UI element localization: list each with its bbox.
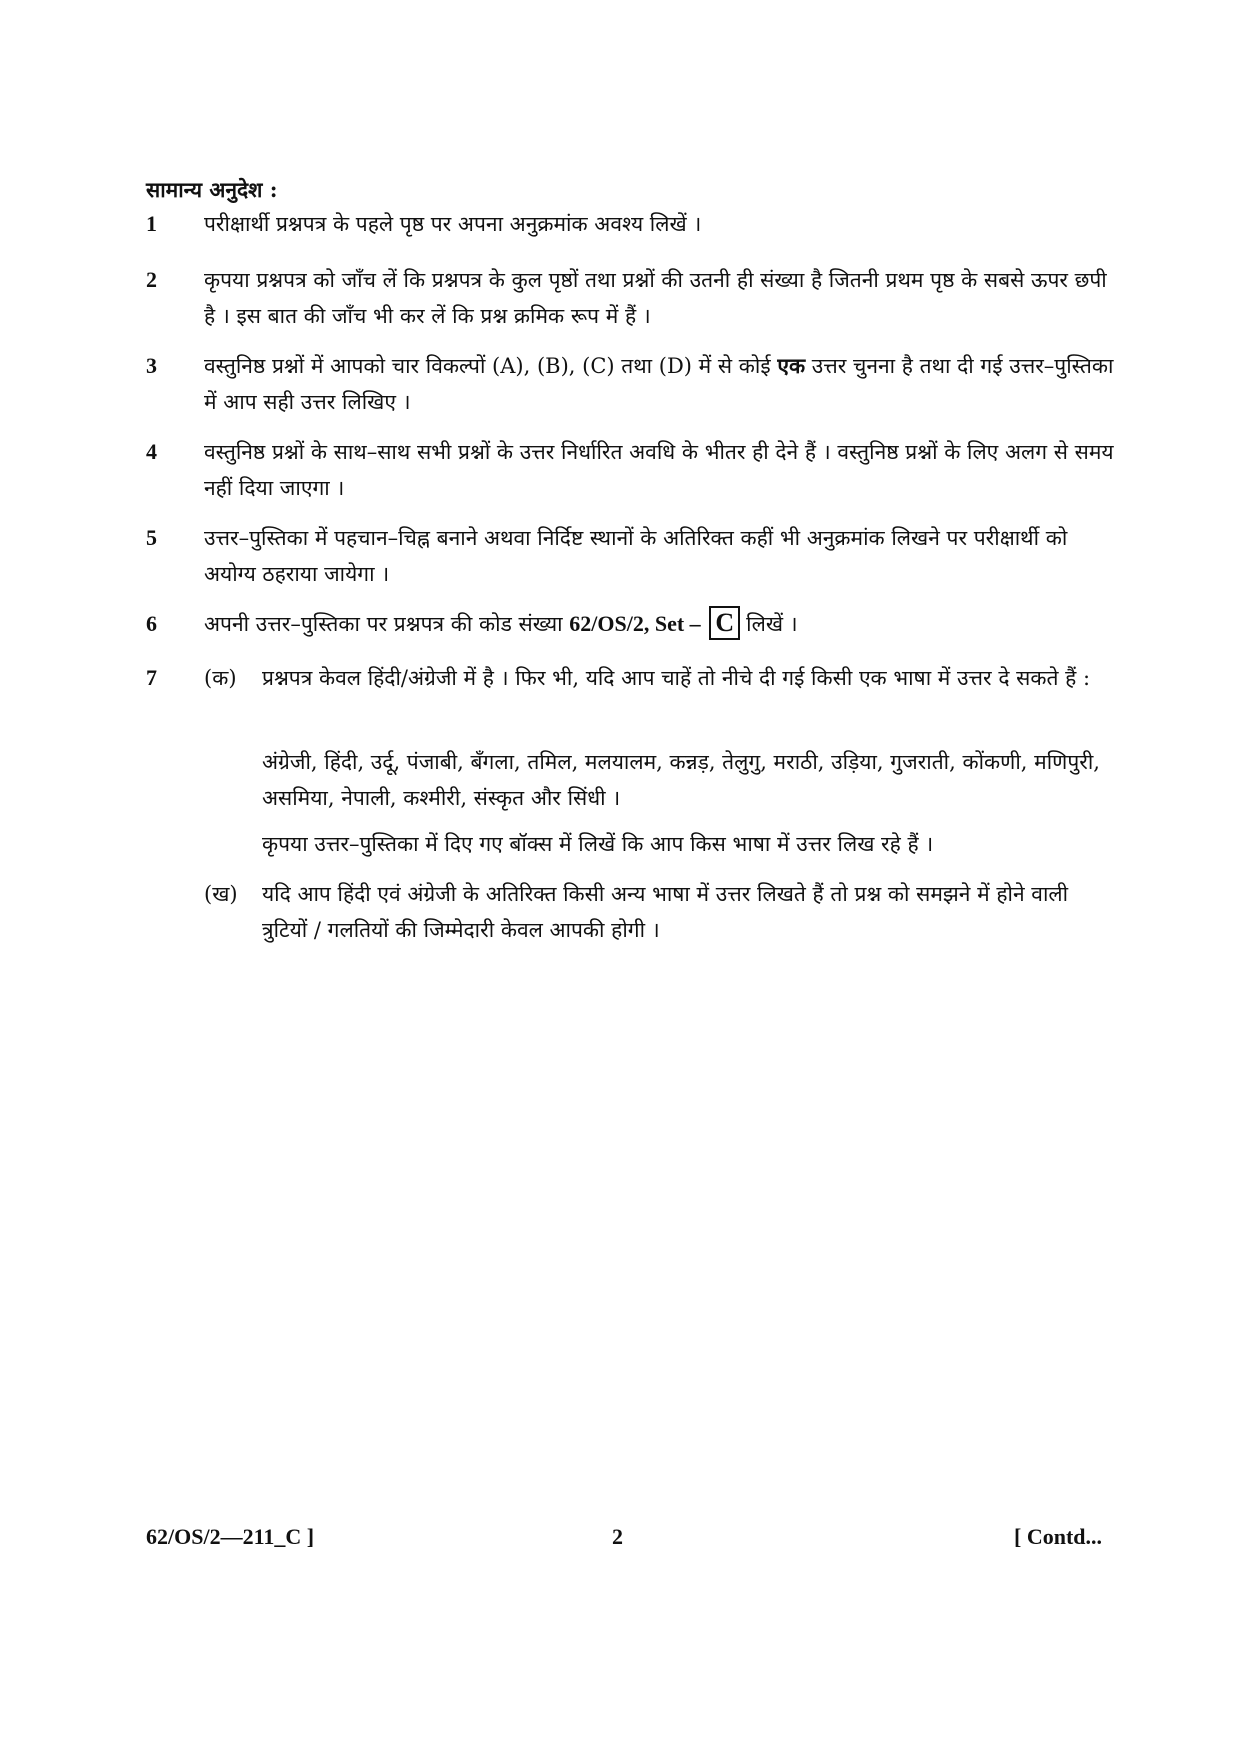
footer-contd: [ Contd... xyxy=(1014,1524,1103,1549)
footer-page-number: 2 xyxy=(612,1524,623,1549)
language-box-note: कृपया उत्तर–पुस्तिका में दिए गए बॉक्स में लिखें कि आप किस भाषा में उत्तर लिख रहे हैं । xyxy=(262,832,934,856)
item-number: 2 xyxy=(146,267,157,292)
sub-item-text: प्रश्नपत्र केवल हिंदी/अंग्रेजी में है । फिर भी, यदि आप चाहें तो नीचे दी गई किसी एक भाषा में उत्तर दे सकते हैं : xyxy=(262,666,1091,690)
item-text: उत्तर–पुस्तिका में पहचान–चिह्न बनाने अथवा निर्दिष्ट स्थानों के अतिरिक्त कहीं भी अनुक्रमांक लिखने पर परीक्षार्थी को अयोग्य ठहराया जायेगा । xyxy=(204,526,1068,586)
instruction-6 xyxy=(146,606,1114,642)
item-number: 3 xyxy=(146,353,157,378)
instructions-heading: सामान्य अनुदेश : xyxy=(146,177,278,202)
instruction-7b xyxy=(204,876,1114,948)
instruction-1 xyxy=(146,206,1114,242)
instruction-5 xyxy=(146,520,1114,592)
item-number: 1 xyxy=(146,211,157,236)
instruction-4 xyxy=(146,434,1114,506)
sub-item-label: (क) xyxy=(204,666,237,690)
instruction-3 xyxy=(146,348,1114,420)
footer-paper-code: 62/OS/2—211_C ] xyxy=(146,1524,315,1549)
language-list: अंग्रेजी, हिंदी, उर्दू, पंजाबी, बँगला, तमिल, मलयालम, कन्नड़, तेलुगु, मराठी, उड़िया, गुजराती, कोंकणी, मणिपुरी, असमिया, नेपाली, कश्मीरी, संस्कृत और सिंधी । xyxy=(262,750,1100,810)
emphasis-word: एक xyxy=(777,353,806,378)
sub-item-label: (ख) xyxy=(204,882,238,906)
item-number: 4 xyxy=(146,439,157,464)
item-text: वस्तुनिष्ठ प्रश्नों के साथ–साथ सभी प्रश्नों के उत्तर निर्धारित अवधि के भीतर ही देने हैं । वस्तुनिष्ठ प्रश्नों के लिए अलग से समय नहीं दिया जाएगा । xyxy=(204,440,1114,500)
item-number: 5 xyxy=(146,525,157,550)
item-text: वस्तुनिष्ठ प्रश्नों में आपको चार विकल्पों (A), (B), (C) तथा (D) में से कोई एक उत्तर चुनना है तथा दी गई उत्तर–पुस्तिका में आप सही उत्तर लिखिए । xyxy=(204,353,1114,414)
item-number: 6 xyxy=(146,611,157,636)
set-letter-box: C xyxy=(709,606,740,640)
item-number: 7 xyxy=(146,665,157,690)
instruction-2 xyxy=(146,262,1114,334)
instruction-7a xyxy=(204,660,1114,696)
sub-item-text: यदि आप हिंदी एवं अंग्रेजी के अतिरिक्त किसी अन्य भाषा में उत्तर लिखते हैं तो प्रश्न को समझने में होने वाली त्रुटियों / गलतियों की जिम्मेदारी केवल आपकी होगी । xyxy=(262,882,1069,942)
paper-code: 62/OS/2, Set – xyxy=(569,611,701,636)
item-text: अपनी उत्तर–पुस्तिका पर प्रश्नपत्र की कोड संख्या 62/OS/2, Set – C लिखें । xyxy=(204,606,1114,642)
item-text: परीक्षार्थी प्रश्नपत्र के पहले पृष्ठ पर अपना अनुक्रमांक अवश्य लिखें । xyxy=(204,212,702,236)
item-text: कृपया प्रश्नपत्र को जाँच लें कि प्रश्नपत्र के कुल पृष्ठों तथा प्रश्नों की उतनी ही संख्या है जितनी प्रथम पृष्ठ के सबसे ऊपर छपी है । इस बात की जाँच भी कर लें कि प्रश्न क्रमिक रूप में हैं । xyxy=(204,268,1107,328)
